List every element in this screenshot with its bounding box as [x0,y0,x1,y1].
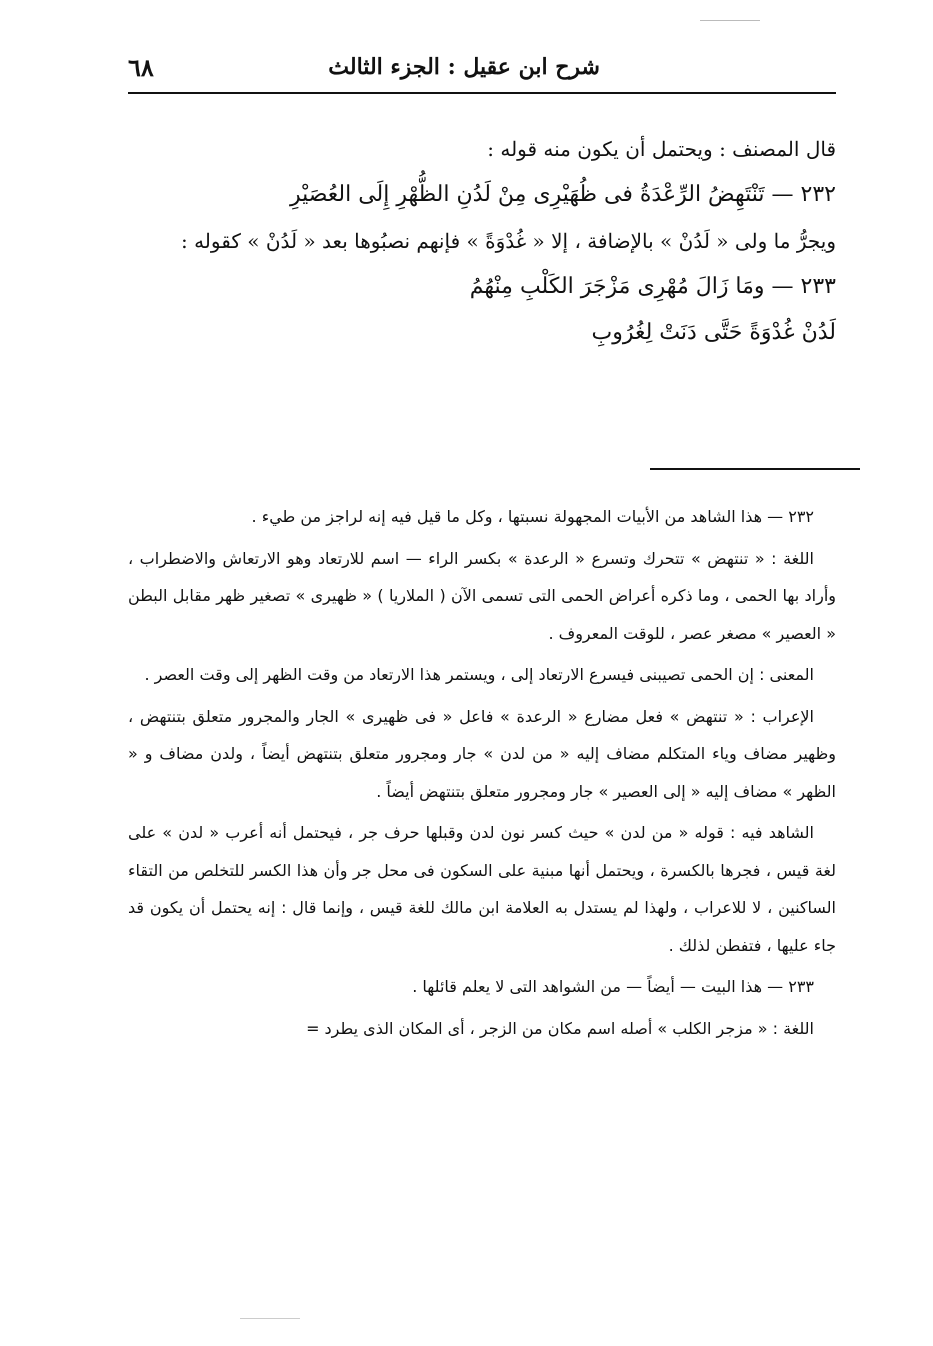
scan-mark [240,1318,300,1319]
running-title: شرح ابن عقيل : الجزء الثالث [328,54,600,80]
footnote-paragraph: ٢٣٢ — هذا الشاهد من الأبيات المجهولة نسبتها ، وكل ما قيل فيه إنه لراجز من طيء . [251,507,814,526]
footnote-paragraph: اللغة : « مزجر الكلب » أصله اسم مكان من الزجر ، أى المكان الذى يطرد = [306,1018,814,1038]
main-text [128,126,836,356]
footnote-paragraph: الشاهد فيه : قوله « من لدن » حيث كسر نون لدن وقبلها حرف جر ، فيحتمل أنه أعرب « لدن » على لغة قيس ، فجرها بالكسرة ، ويحتمل أنها مبنية على السكون فى محل جر وأن هذا الكسر للتخلص من التقاء الساكنين ، لا للاعراب ، ولهذا لم يستدل به العلامة ابن مالك للغة قيس ، وإنما قال : إنه يحتمل أن يكون قد جاء عليها ، فتفطن لذلك . [128,823,836,955]
footnote-paragraph: المعنى : إن الحمى تصيبنى فيسرع الارتعاد إلى ، ويستمر هذا الارتعاد من وقت الظهر إلى وقت العصر . [144,665,814,684]
intro-line: قال المصنف : ويحتمل أن يكون منه قوله : [487,137,836,161]
verse-232: ٢٣٢ — تَنْتَهِضُ الرِّعْدَةُ فى ظُهَيْرِى مِنْ لَدُنِ الظُّهْرِ إِلَى العُصَيْرِ [289,182,836,207]
verse-233-line-2: لَدُنْ غُدْوَةً حَتَّى دَنَتْ لِغُرُوبِ [591,320,836,345]
footnote-paragraph: ٢٣٣ — هذا البيت — أيضاً — من الشواهد التى لا يعلم قائلها . [412,977,814,996]
footnote-separator [650,468,860,470]
footnote-paragraph: الإعراب : « تنتهض » فعل مضارع « الرعدة » فاعل « فى ظهيرى » الجار والمجرور متعلق بتنتهض ، وظهير مضاف وياء المتكلم مضاف إليه « من لدن » جار ومجرور متعلق بتنتهض أيضاً ، ولدن مضاف و « الظهر » مضاف إليه « إلى العصير » جار ومجرور متعلق بتنتهض أيضاً . [128,706,836,801]
scan-mark [700,20,760,21]
page-number: ٦٨ [128,52,154,82]
footnotes [128,498,836,1047]
text-after-verse-232: ويجرُّ ما ولى « لَدُنْ » بالإضافة ، إلا « غُدْوَةً » فإنهم نصبُوها بعد « لَدُنْ » كقوله : [180,229,836,253]
verse-233-line-1: ٢٣٣ — ومَا زَالَ مُهْرِى مَزْجَرَ الكَلْبِ مِنْهُمُ [469,274,836,299]
header-rule [128,92,836,94]
footnote-paragraph: اللغة : « تنتهض » تتحرك وتسرع « الرعدة » بكسر الراء — اسم للارتعاد وهو الارتعاش والاضطراب ، وأراد بها الحمى ، وما ذكره أعراض الحمى التى تسمى الآن ( الملاريا ) « ظهيرى » تصغير ظهر مقابل البطن « العصير » مصغر عصر ، للوقت المعروف . [128,548,836,643]
page-header [128,44,836,90]
